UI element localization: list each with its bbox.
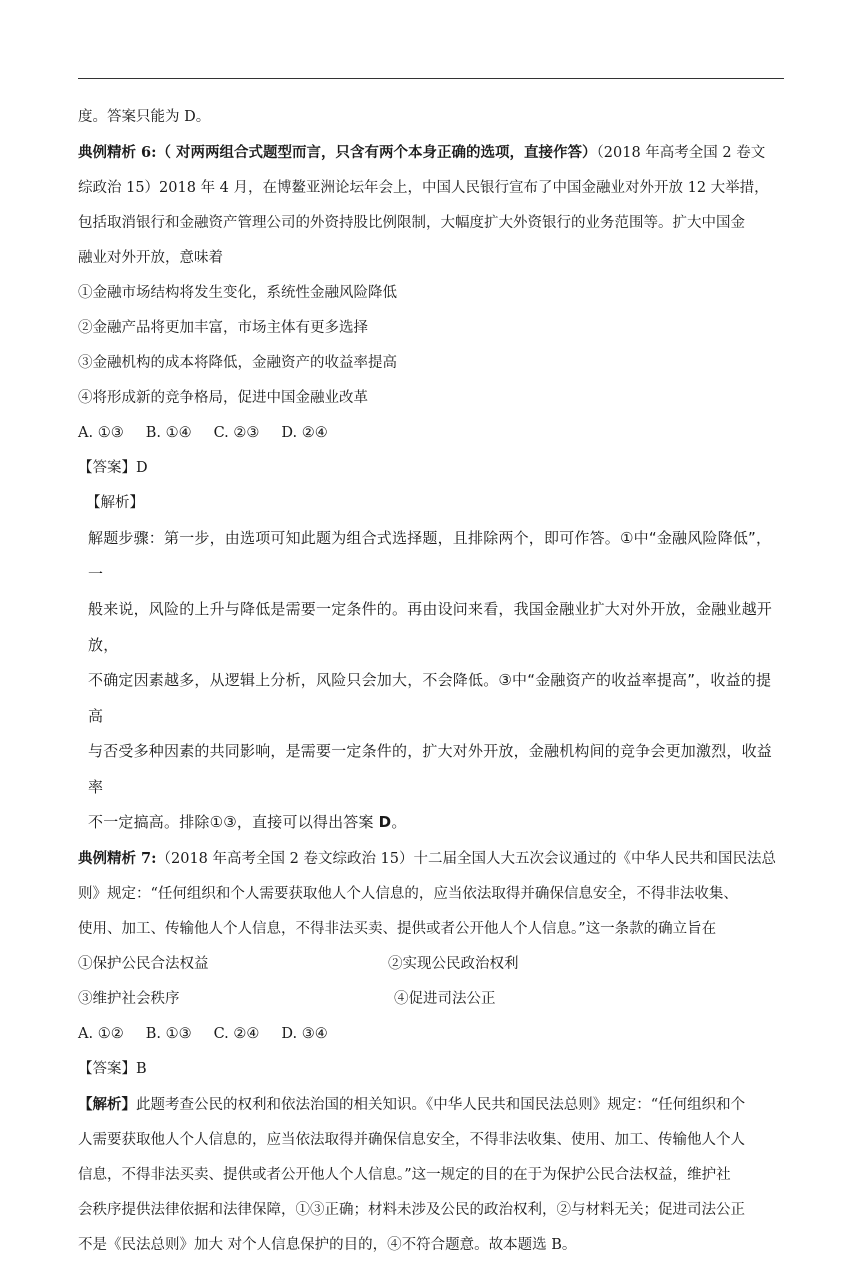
option-d: D. ②④ (281, 425, 328, 441)
option-c: C. ②③ (213, 425, 260, 441)
example-6-stem-line: 包括取消银行和金融资产管理公司的外资持股比例限制，大幅度扩大外资银行的业务范围等。扩大中国金 (78, 215, 745, 231)
example-7-item: ②实现公民政治权利 (388, 955, 519, 972)
example-7-source: （2018 年高考全国 2 卷文综政治 15）十二届全国人大五次会议通过的《中华人民共和国民法总 (156, 850, 777, 867)
example-7-item: ④促进司法公正 (394, 990, 496, 1007)
example-7-item: ③维护社会秩序 (78, 990, 180, 1007)
option-c: C. ②④ (213, 1025, 260, 1042)
example-7-items-row-1 (78, 947, 784, 982)
example-7-stem-line: 使用、加工、传输他人个人信息，不得非法买卖、提供或者公开他人个人信息。”这一条款的确立旨在 (78, 920, 717, 937)
example-6-item: ④将形成新的竞争格局，促进中国金融业改革 (78, 390, 368, 406)
example-6-stem-line: 综政治 15）2018 年 4 月，在博鳌亚洲论坛年会上，中国人民银行宣布了中国金融业对外开放 12 大举措， (78, 180, 769, 196)
example-7-label: 典例精析 7: (78, 849, 157, 867)
example-7-item: ①保护公民合法权益 (78, 955, 209, 972)
analysis-line: 与否受多种因素的共同影响，是需要一定条件的，扩大对外开放，金融机构间的竞争会更加激烈，收益率 (88, 742, 773, 796)
analysis-answer-letter: D (378, 813, 392, 831)
document-body (78, 100, 784, 1263)
example-7-answer: 【答案】B (78, 1060, 147, 1077)
example-7-analysis-line: 不是《民法总则》加大 对个人信息保护的目的，④不符合题意。故本题选 B。 (78, 1236, 577, 1253)
example-6-answer: 【答案】D (78, 460, 148, 476)
example-6-options (78, 416, 784, 451)
option-d: D. ③④ (281, 1025, 328, 1042)
example-7-stem-line-1 (78, 841, 784, 877)
example-7-items-row-2 (78, 982, 784, 1017)
example-6-source: （2018 年高考全国 2 卷文 (596, 145, 766, 161)
example-7-analysis-title: 【解析】 (78, 1095, 136, 1113)
example-6-hint: （ 对两两组合式题型而言，只含有两个本身正确的选项，直接作答） (156, 144, 597, 161)
example-6-label: 典例精析 6: (78, 144, 157, 161)
example-6-analysis-title: 【解析】 (86, 495, 144, 511)
example-6-item: ①金融市场结构将发生变化，系统性金融风险降低 (78, 285, 397, 301)
header-rule (78, 78, 784, 79)
option-a: A. ①③ (78, 425, 124, 441)
analysis-line: 般来说，风险的上升与降低是需要一定条件的。再由设问来看，我国金融业扩大对外开放，金融业越开放， (88, 600, 773, 654)
continuation-line: 度。答案只能为 D。 (78, 109, 211, 125)
example-6-stem-line-1 (78, 135, 784, 171)
example-7-stem-line: 则》规定：“任何组织和个人需要获取他人个人信息的，应当依法取得并确保信息安全，不得非法收集、 (78, 885, 738, 902)
option-b: B. ①④ (145, 425, 192, 441)
analysis-line: 不确定因素越多，从逻辑上分析，风险只会加大，不会降低。③中“金融资产的收益率提高”，收益的提高 (88, 671, 772, 725)
option-a: A. ①② (78, 1025, 124, 1042)
analysis-line: 解题步骤：第一步，由选项可知此题为组合式选择题，且排除两个，即可作答。①中“金融风险降低”，一 (88, 529, 772, 583)
example-7-analysis-line: 人需要获取他人个人信息的，应当依法取得并确保信息安全，不得非法收集、使用、加工、传输他人个人 (78, 1131, 745, 1148)
analysis-line-last: 不一定搞高。排除①③，直接可以得出答案 D。 (88, 813, 407, 831)
example-7-analysis-line-1: 【解析】此题考查公民的权利和依法治国的相关知识。《中华人民共和国民法总则》规定：“任何组织和个 (78, 1095, 746, 1113)
example-6-item: ②金融产品将更加丰富，市场主体有更多选择 (78, 320, 368, 336)
example-7-options (78, 1017, 784, 1052)
example-6-item: ③金融机构的成本将降低，金融资产的收益率提高 (78, 355, 397, 371)
example-7-analysis-line: 信息，不得非法买卖、提供或者公开他人个人信息。”这一规定的目的在于为保护公民合法权益，维护社 (78, 1166, 731, 1183)
example-6-stem-line: 融业对外开放，意味着 (78, 250, 223, 266)
example-6-analysis (78, 521, 784, 841)
option-b: B. ①③ (145, 1025, 192, 1042)
example-7-analysis-line: 会秩序提供法律依据和法律保障，①③正确；材料未涉及公民的政治权利，②与材料无关；促进司法公正 (78, 1201, 745, 1218)
